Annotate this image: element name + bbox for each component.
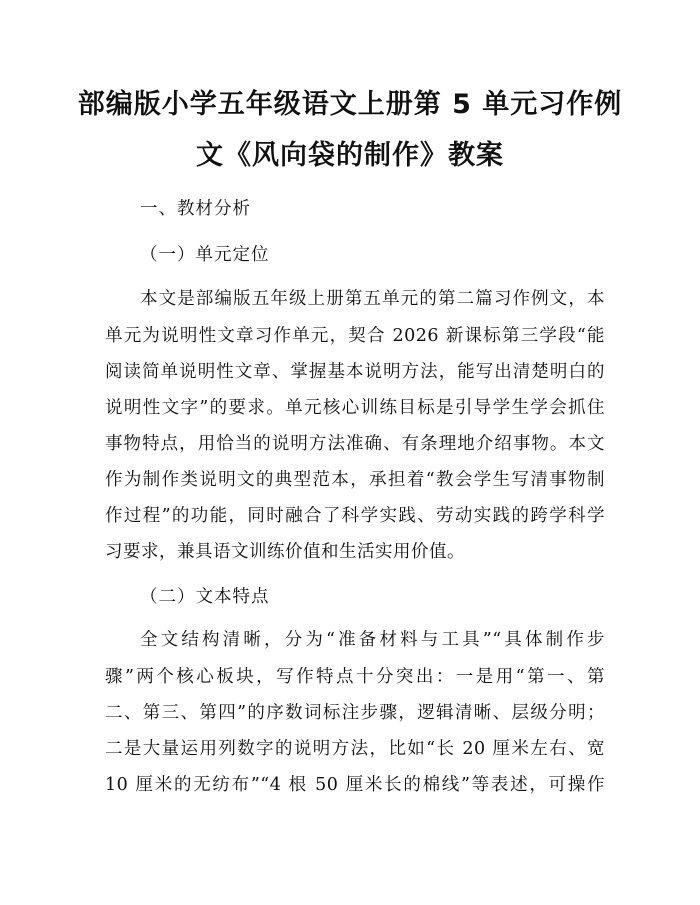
paragraph-line: 事物特点，用恰当的说明方法准确、有条理地介绍事物。本文 bbox=[105, 434, 605, 454]
document-title-line-2: 文《风向袋的制作》教案 bbox=[196, 140, 504, 171]
paragraph-line: 作过程”的功能，同时融合了科学实践、劳动实践的跨学科学 bbox=[105, 506, 605, 526]
subsection-heading-unit-positioning: （一）单元定位 bbox=[140, 245, 270, 265]
paragraph-line: 作为制作类说明文的典型范本，承担着“教会学生写清事物制 bbox=[105, 470, 605, 490]
paragraph-line: 习要求，兼具语文训练价值和生活实用价值。 bbox=[105, 542, 465, 562]
subsection-heading-text-features: （二）文本特点 bbox=[140, 587, 270, 607]
paragraph-line: 骤”两个核心板块，写作特点十分突出：一是用“第一、第 bbox=[105, 667, 605, 687]
paragraph-line: 说明性文字”的要求。单元核心训练目标是引导学生学会抓住 bbox=[105, 398, 605, 418]
paragraph-line: 阅读简单说明性文章、掌握基本说明方法，能写出清楚明白的 bbox=[105, 362, 605, 382]
paragraph-line: 单元为说明性文章习作单元，契合 2026 新课标第三学段“能 bbox=[105, 326, 605, 346]
paragraph-line: 本文是部编版五年级上册第五单元的第二篇习作例文，本 bbox=[140, 289, 605, 309]
paragraph-line: 二、第三、第四”的序数词标注步骤，逻辑清晰、层级分明； bbox=[105, 703, 605, 723]
section-heading-teaching-material-analysis: 一、教材分析 bbox=[140, 199, 251, 219]
paragraph-line: 10 厘米的无纺布”“4 根 50 厘米长的棉线”等表述，可操作 bbox=[105, 775, 605, 795]
paragraph-line: 全文结构清晰，分为“准备材料与工具”“具体制作步 bbox=[140, 630, 605, 650]
paragraph-line: 二是大量运用列数字的说明方法，比如“长 20 厘米左右、宽 bbox=[105, 739, 605, 759]
document-title-line-1: 部编版小学五年级语文上册第 5 单元习作例 bbox=[77, 89, 623, 120]
